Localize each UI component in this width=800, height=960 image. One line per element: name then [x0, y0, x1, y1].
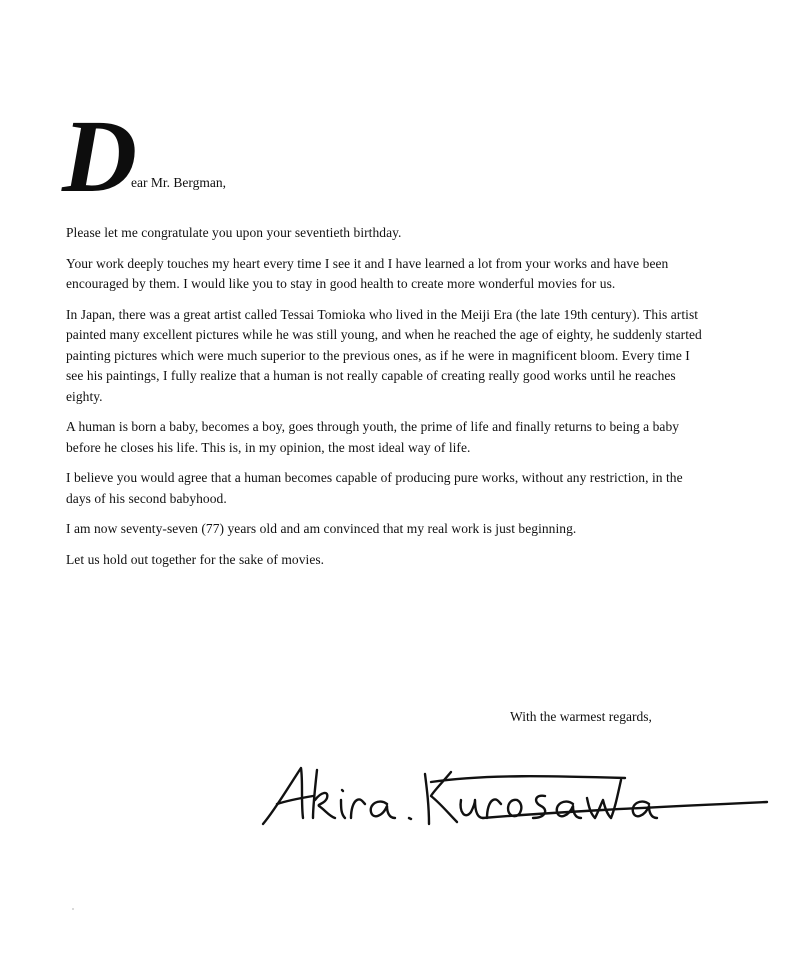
paragraph-movies: Let us hold out together for the sake of movies.: [66, 551, 325, 567]
paragraph-age: I am now seventy-seven (77) years old and am convinced that my real work is just beginning.: [66, 521, 577, 536]
paragraph-life: A human is born a baby, becomes a boy, goes through youth, the prime of life and finally returns to being a baby before he closes his life. This is, in my opinion, the most ideal way of life.: [66, 419, 680, 455]
signature-image: [255, 752, 775, 842]
paragraph-birthday: Please let me congratulate you upon your seventieth birthday.: [66, 225, 402, 240]
paper-speck: [72, 908, 74, 910]
paragraph-tessai: In Japan, there was a great artist called Tessai Tomioka who lived in the Meiji Era (the late 19th century). This artist painted many excellent pictures while he was still young, and when he reached the age of eighty, he suddenly started painting pictures which were much superior to the previous ones, as if he were in magnificent bloom. Every time I see his paintings, I fully realize that a human is not really capable of creating really good works until he reaches eighty.: [66, 306, 702, 404]
drop-cap: D: [62, 99, 138, 214]
salutation: [62, 99, 706, 214]
closing-regards: With the warmest regards,: [510, 709, 652, 724]
letter-body: [62, 99, 706, 570]
paragraph-work: Your work deeply touches my heart every time I see it and I have learned a lot from your works and have been encouraged by them. I would like you to stay in good health to create more wonderful movies for us.: [66, 255, 669, 291]
salutation-text: ear Mr. Bergman,: [131, 175, 226, 190]
paragraph-babyhood: I believe you would agree that a human becomes capable of producing pure works, without any restriction, in the days of his second babyhood.: [66, 470, 683, 506]
